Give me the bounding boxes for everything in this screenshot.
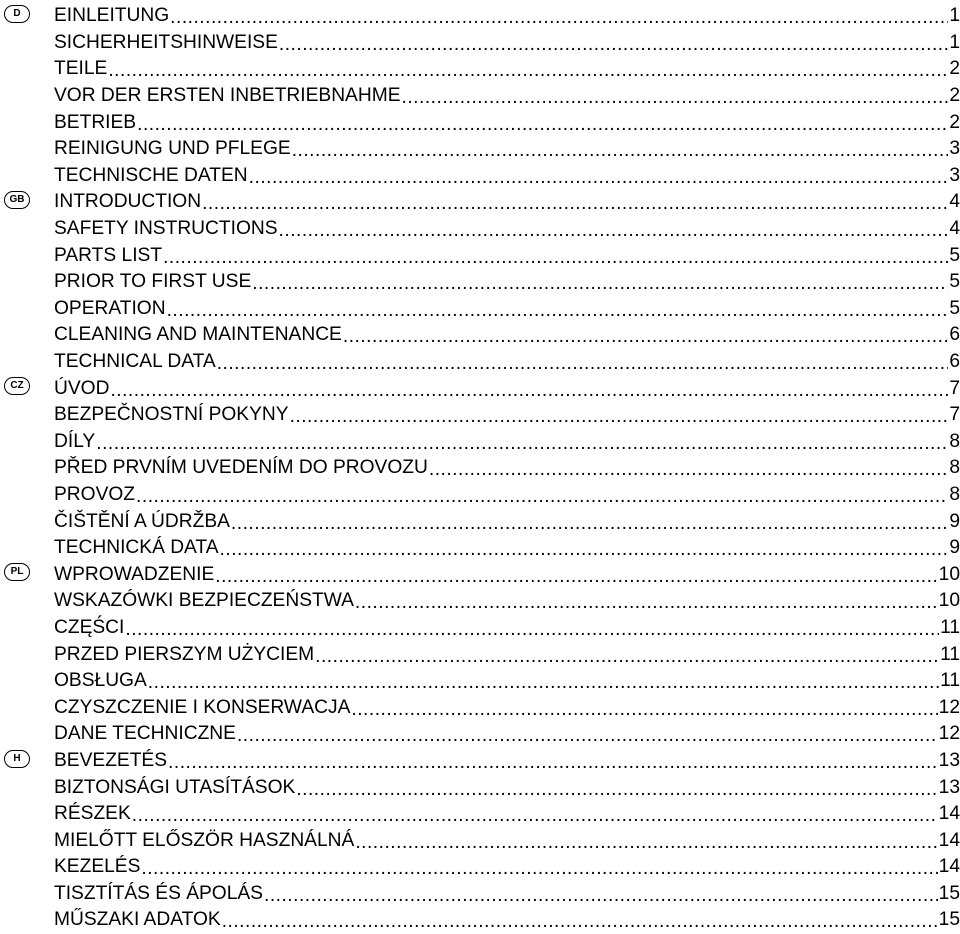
toc-entry-page-number: 9 [949, 537, 960, 559]
toc-entry[interactable] [54, 242, 960, 269]
language-badge-icon: CZ [4, 377, 30, 395]
toc-entry[interactable] [54, 827, 960, 854]
toc-entry-page-number: 4 [949, 191, 960, 213]
toc-entry-title: VOR DER ERSTEN INBETRIEBNAHME [54, 85, 401, 107]
dot-leader [141, 858, 937, 880]
dot-leader [125, 619, 939, 641]
toc-entry-page-number: 6 [949, 324, 960, 346]
dot-leader [220, 539, 949, 561]
toc-entry[interactable] [54, 641, 960, 668]
toc-entry[interactable] [54, 721, 960, 748]
dot-leader [237, 725, 938, 747]
toc-entry-page-number: 8 [949, 430, 960, 452]
toc-entry-title: OBSŁUGA [54, 670, 147, 692]
toc-entry[interactable] [54, 296, 960, 323]
toc-entry-page-number: 8 [949, 457, 960, 479]
dot-leader [351, 699, 937, 721]
toc-entry-page-number: 3 [949, 164, 960, 186]
dot-leader [315, 646, 939, 668]
toc-entry[interactable] [54, 801, 960, 828]
toc-entry-title: CLEANING AND MAINTENANCE [54, 324, 342, 346]
toc-entry-page-number: 2 [949, 85, 960, 107]
toc-entry[interactable] [54, 615, 960, 642]
toc-entry-title: TECHNICKÁ DATA [54, 537, 219, 559]
toc-entry-page-number: 11 [940, 670, 960, 692]
dot-leader [132, 805, 938, 827]
toc-entry[interactable] [54, 588, 960, 615]
dot-leader [163, 247, 948, 269]
toc-entry[interactable] [54, 774, 960, 801]
toc-entry-title: TECHNISCHE DATEN [54, 164, 248, 186]
dot-leader [252, 273, 948, 295]
toc-entry-title: BETRIEB [54, 111, 137, 133]
toc-entry[interactable] [54, 907, 960, 934]
toc-entry[interactable] [54, 561, 960, 588]
toc-entry-title: MIELŐTT ELŐSZÖR HASZNÁLNÁ [54, 829, 355, 851]
dot-leader [137, 114, 948, 136]
toc-entry[interactable] [54, 30, 960, 57]
toc-entry-title: REINIGUNG UND PFLEGE [54, 138, 291, 160]
toc-entry-page-number: 14 [938, 856, 960, 878]
toc-entry[interactable] [54, 3, 960, 30]
language-badge-icon: PL [4, 563, 30, 581]
toc-entry-title: BEZPEČNOSTNÍ POKYNY [54, 404, 289, 426]
toc-entry-title: PRIOR TO FIRST USE [54, 271, 252, 293]
toc-entry-page-number: 9 [949, 510, 960, 532]
toc-entry-title: WPROWADZENIE [54, 563, 215, 585]
toc-entry[interactable] [54, 136, 960, 163]
dot-leader [355, 592, 938, 614]
toc-section-cz [0, 375, 960, 561]
toc-entry[interactable] [54, 455, 960, 482]
toc-entry[interactable] [54, 216, 960, 243]
toc-entry-title: SAFETY INSTRUCTIONS [54, 218, 278, 240]
dot-leader [168, 752, 938, 774]
toc-entry-page-number: 1 [949, 31, 960, 53]
toc-entry[interactable] [54, 402, 960, 429]
toc-entry-title: BIZTONSÁGI UTASÍTÁSOK [54, 776, 296, 798]
toc-entry-page-number: 13 [938, 776, 960, 798]
dot-leader [249, 167, 949, 189]
toc-entry-title: PROVOZ [54, 483, 136, 505]
toc-entry[interactable] [54, 748, 960, 775]
toc-entry-title: KEZELÉS [54, 856, 141, 878]
toc-entry-page-number: 3 [949, 138, 960, 160]
dot-leader [217, 353, 949, 375]
dot-leader [290, 406, 949, 428]
toc-entry-page-number: 15 [938, 909, 960, 931]
toc-section-h [0, 748, 960, 934]
dot-leader [170, 7, 948, 29]
dot-leader [96, 433, 948, 455]
toc-entry-title: ÚVOD [54, 377, 110, 399]
toc-entry[interactable] [54, 189, 960, 216]
toc-entry-page-number: 13 [938, 749, 960, 771]
toc-entry-page-number: 12 [938, 696, 960, 718]
toc-entry-page-number: 6 [949, 351, 960, 373]
toc-entry[interactable] [54, 668, 960, 695]
toc-entry-title: SICHERHEITSHINWEISE [54, 31, 278, 53]
toc-section-pl [0, 561, 960, 747]
toc-entry-title: WSKAZÓWKI BEZPIECZEŃSTWA [54, 590, 354, 612]
toc-entry-title: DÍLY [54, 430, 96, 452]
dot-leader [279, 34, 948, 56]
toc-entry-page-number: 14 [938, 803, 960, 825]
dot-leader [296, 779, 937, 801]
toc-entry-title: TISZTÍTÁS ÉS ÁPOLÁS [54, 882, 263, 904]
toc-entry[interactable] [54, 56, 960, 83]
toc-entry-title: TECHNICAL DATA [54, 351, 216, 373]
dot-leader [136, 486, 948, 508]
toc-entry-page-number: 2 [949, 58, 960, 80]
dot-leader [222, 911, 938, 933]
toc-entry[interactable] [54, 429, 960, 456]
toc-entry-page-number: 1 [949, 5, 960, 27]
toc-entry-page-number: 11 [940, 643, 960, 665]
toc-entry-page-number: 8 [949, 483, 960, 505]
toc-entry-title: TEILE [54, 58, 108, 80]
table-of-contents [0, 3, 960, 934]
toc-entry-title: RÉSZEK [54, 803, 131, 825]
toc-entry-title: OPERATION [54, 297, 166, 319]
toc-entry-title: PŘED PRVNÍM UVEDENÍM DO PROVOZU [54, 457, 428, 479]
language-badge-icon: GB [4, 191, 30, 209]
language-badge-icon: D [4, 5, 30, 23]
toc-entry-page-number: 5 [949, 271, 960, 293]
toc-section-gb [0, 189, 960, 375]
toc-entry-page-number: 7 [949, 377, 960, 399]
toc-entry-title: CZĘŚCI [54, 616, 125, 638]
dot-leader [343, 326, 948, 348]
dot-leader [215, 566, 937, 588]
toc-entry[interactable] [54, 109, 960, 136]
language-badge-icon: H [4, 750, 30, 768]
toc-entry[interactable] [54, 349, 960, 376]
toc-entry-title: PRZED PIERSZYM UŻYCIEM [54, 643, 315, 665]
toc-entry-title: CZYSZCZENIE I KONSERWACJA [54, 696, 351, 718]
dot-leader [355, 832, 937, 854]
toc-entry-page-number: 11 [940, 616, 960, 638]
toc-entry-page-number: 10 [938, 590, 960, 612]
toc-entry[interactable] [54, 508, 960, 535]
dot-leader [167, 300, 949, 322]
toc-entry-title: PARTS LIST [54, 244, 163, 266]
toc-entry-title: MŰSZAKI ADATOK [54, 909, 221, 931]
toc-entry[interactable] [54, 854, 960, 881]
toc-entry[interactable] [54, 694, 960, 721]
toc-entry-page-number: 5 [949, 244, 960, 266]
toc-entry[interactable] [54, 881, 960, 908]
dot-leader [279, 220, 949, 242]
toc-entry-page-number: 2 [949, 111, 960, 133]
toc-entry-page-number: 5 [949, 297, 960, 319]
toc-entry-page-number: 12 [938, 723, 960, 745]
toc-entry-page-number: 10 [938, 563, 960, 585]
dot-leader [148, 672, 939, 694]
toc-entry[interactable] [54, 535, 960, 562]
toc-entry-page-number: 7 [949, 404, 960, 426]
toc-section-d [0, 3, 960, 189]
toc-entry-title: EINLEITUNG [54, 5, 170, 27]
dot-leader [264, 885, 938, 907]
dot-leader [231, 513, 948, 535]
dot-leader [110, 380, 948, 402]
dot-leader [202, 193, 948, 215]
toc-entry-page-number: 14 [938, 829, 960, 851]
toc-entry[interactable] [54, 322, 960, 349]
toc-entry[interactable] [54, 269, 960, 296]
dot-leader [292, 140, 949, 162]
toc-entry[interactable] [54, 375, 960, 402]
toc-entry-title: DANE TECHNICZNE [54, 723, 236, 745]
toc-entry-title: INTRODUCTION [54, 191, 202, 213]
toc-entry-page-number: 15 [938, 882, 960, 904]
toc-entry-title: BEVEZETÉS [54, 749, 168, 771]
toc-entry[interactable] [54, 163, 960, 190]
toc-entry-page-number: 4 [949, 218, 960, 240]
dot-leader [402, 87, 949, 109]
dot-leader [108, 60, 948, 82]
toc-entry[interactable] [54, 83, 960, 110]
toc-entry-title: ČIŠTĚNÍ A ÚDRŽBA [54, 510, 230, 532]
dot-leader [429, 459, 948, 481]
toc-entry[interactable] [54, 482, 960, 509]
